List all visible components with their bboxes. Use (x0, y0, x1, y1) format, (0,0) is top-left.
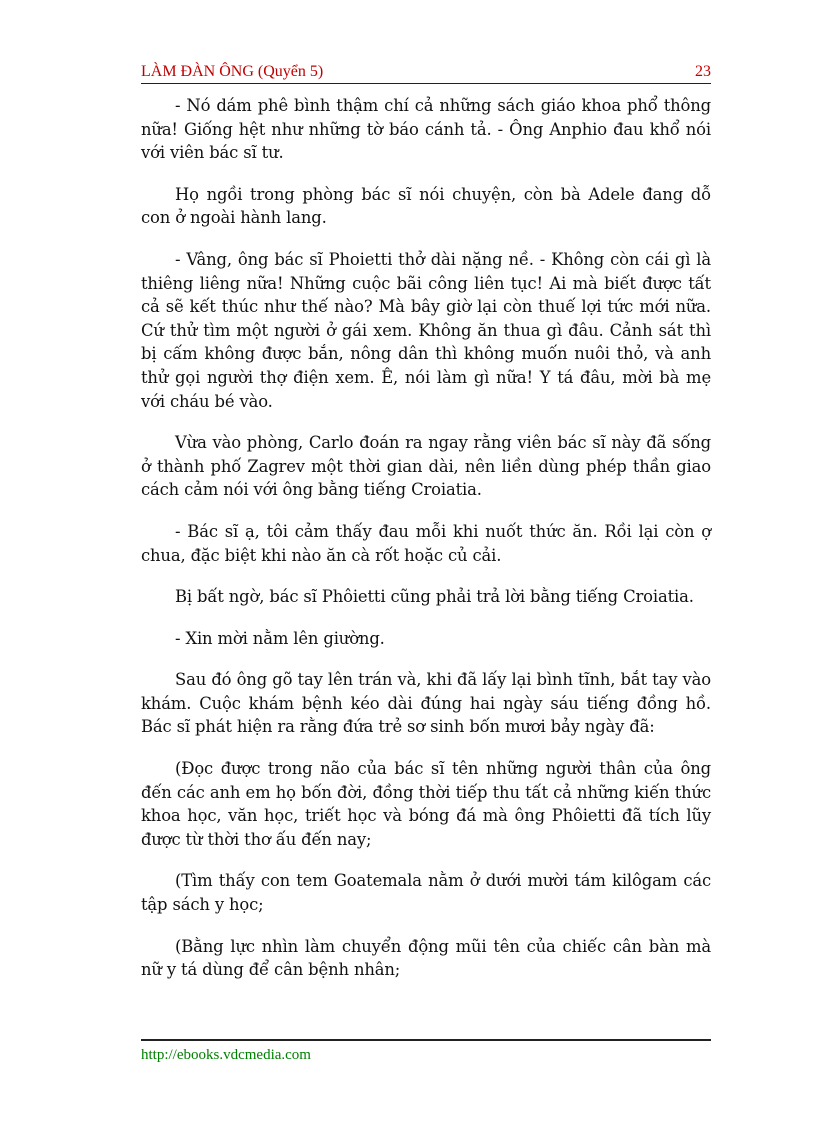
paragraph: Họ ngồi trong phòng bác sĩ nói chuyện, còn bà Adele đang dỗ con ở ngoài hành lang. (141, 184, 711, 228)
page-number: 23 (695, 63, 711, 80)
page-body (141, 94, 711, 1000)
paragraph: - Xin mời nằm lên giường. (175, 628, 385, 648)
paragraph: - Nó dám phê bình thậm chí cả những sách giáo khoa phổ thông nữa! Giống hệt như những tờ báo cánh tả. - Ông Anphio đau khổ nói với viên bác sĩ tư. (141, 96, 711, 163)
paragraph: (Tìm thấy con tem Goatemala nằm ở dưới mười tám kilôgam các tập sách y học; (141, 871, 711, 915)
book-title: LÀM ĐÀN ÔNG (Quyển 5) (141, 63, 324, 80)
paragraph: Bị bất ngờ, bác sĩ Phôietti cũng phải trả lời bằng tiếng Croiatia. (175, 587, 694, 607)
footer-divider (141, 1039, 711, 1041)
paragraph: (Bằng lực nhìn làm chuyển động mũi tên của chiếc cân bàn mà nữ y tá dùng để cân bệnh nhân; (141, 936, 711, 980)
page-header (141, 61, 711, 84)
paragraph: (Đọc được trong não của bác sĩ tên những người thân của ông đến các anh em họ bốn đời, đồng thời tiếp thu tất cả những kiến thức khoa học, văn học, triết học và bóng đá mà ông Phôietti đã tích lũy được từ thời thơ ấu đến nay; (141, 759, 711, 849)
paragraph: - Vâng, ông bác sĩ Phoietti thở dài nặng nề. - Không còn cái gì là thiêng liêng nữa! Những cuộc bãi công liên tục! Ai mà biết được tất cả sẽ kết thúc như thế nào? Mà bây giờ lại còn thuế lợi tức mới nữa. Cứ thử tìm một người ở gái xem. Không ăn thua gì đâu. Cảnh sát thì bị cấm không được bắn, nông dân thì không muốn nuôi thỏ, và anh thử gọi người thợ điện xem. Ê, nói làm gì nữa! Y tá đâu, mời bà mẹ với cháu bé vào. (141, 249, 711, 411)
paragraph: Sau đó ông gõ tay lên trán và, khi đã lấy lại bình tĩnh, bắt tay vào khám. Cuộc khám bệnh kéo dài đúng hai ngày sáu tiếng đồng hồ. Bác sĩ phát hiện ra rằng đứa trẻ sơ sinh bốn mươi bảy ngày đã: (141, 670, 711, 737)
footer-link[interactable]: http://ebooks.vdcmedia.com (141, 1047, 311, 1063)
paragraph: Vừa vào phòng, Carlo đoán ra ngay rằng viên bác sĩ này đã sống ở thành phố Zagrev một thời gian dài, nên liền dùng phép thần giao cách cảm nói với ông bằng tiếng Croiatia. (141, 433, 711, 500)
paragraph: - Bác sĩ ạ, tôi cảm thấy đau mỗi khi nuốt thức ăn. Rồi lại còn ợ chua, đặc biệt khi nào ăn cà rốt hoặc củ cải. (141, 521, 711, 565)
